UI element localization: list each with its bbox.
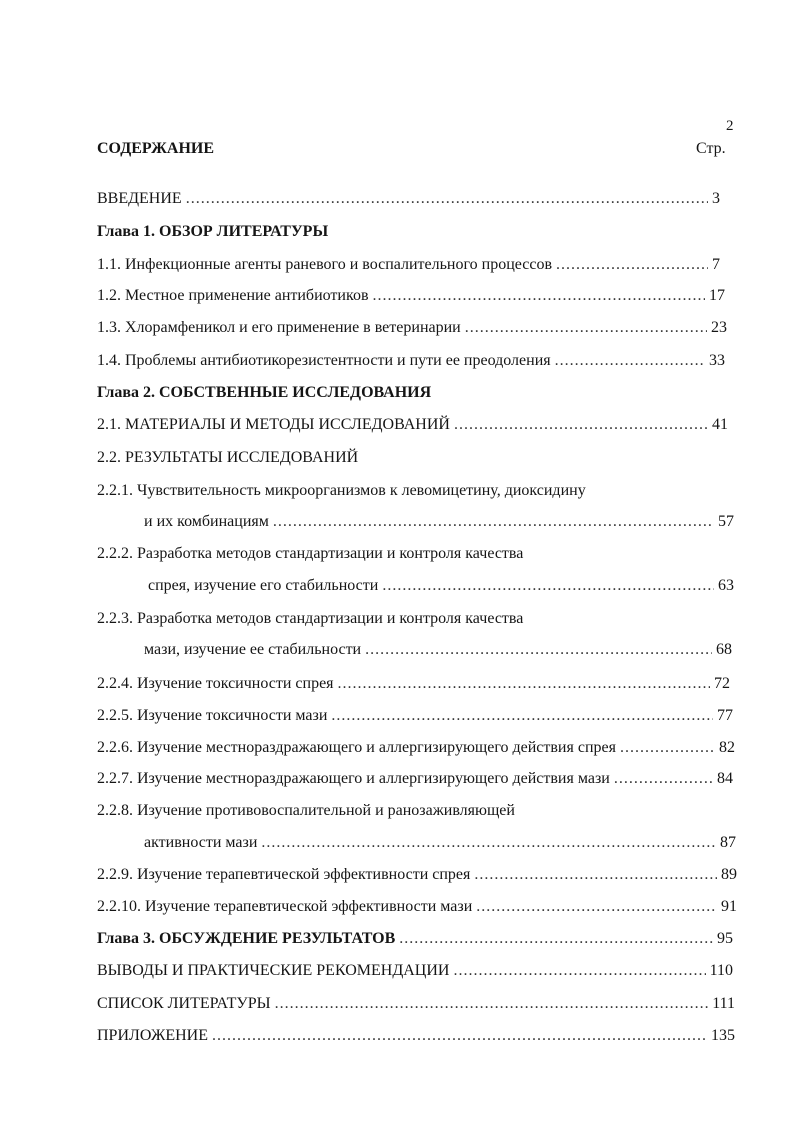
toc-entry-page: 3: [712, 190, 720, 207]
toc-entry-text: 2.2.7. Изучение местнораздражающего и аллергизирующего действия мази: [97, 770, 610, 787]
toc-entry-text: активности мази: [144, 834, 258, 851]
page-title: СОДЕРЖАНИЕ: [97, 140, 215, 157]
toc-entry-page: 7: [712, 256, 720, 273]
toc-entry-page: 89: [721, 866, 737, 883]
toc-entry-appendix: [97, 1027, 735, 1045]
dot-leader: [373, 287, 706, 305]
toc-entry-page: 111: [712, 995, 735, 1012]
toc-entry-page: 77: [717, 707, 733, 724]
toc-entry-text: 2.2.4. Изучение токсичности спрея: [97, 675, 334, 692]
toc-entry-text: 2.2.10. Изучение терапевтической эффективности мази: [97, 898, 473, 915]
toc-entry-page: 41: [712, 416, 728, 433]
dot-leader: [399, 930, 713, 948]
toc-entry-page: 68: [716, 641, 732, 658]
dot-leader: [331, 707, 713, 725]
toc-entry-1-4: [97, 352, 725, 370]
toc-entry-intro: [97, 190, 720, 208]
toc-entry-1-3: [97, 319, 727, 337]
toc-entry-text: 2.2.5. Изучение токсичности мази: [97, 707, 328, 724]
toc-entry-page: 84: [717, 770, 733, 787]
toc-entry-text: ВВЕДЕНИЕ: [97, 190, 182, 207]
dot-leader: [614, 770, 713, 788]
toc-entry-2-2-1-line1: 2.2.1. Чувствительность микроорганизмов к левомицетину, диоксидину: [97, 482, 586, 499]
toc-entry-page: 110: [709, 962, 733, 979]
toc-entry-text: 1.2. Местное применение антибиотиков: [97, 287, 369, 304]
dot-leader: [273, 513, 714, 531]
toc-entry-page: 87: [720, 834, 736, 851]
toc-entry-text: 2.2.6. Изучение местнораздражающего и аллергизирующего действия спрея: [97, 739, 616, 756]
toc-entry-2-2-3-line1: 2.2.3. Разработка методов стандартизации и контроля качества: [97, 610, 524, 627]
toc-entry-2-2-7: [97, 770, 733, 788]
toc-entry-2-2-6: [97, 739, 735, 757]
toc-entry-2-2-9: [97, 866, 737, 884]
toc-entry-page: 95: [717, 930, 733, 947]
chapter-heading-2: Глава 2. СОБСТВЕННЫЕ ИССЛЕДОВАНИЯ: [97, 384, 432, 401]
toc-entry-page: 91: [721, 898, 737, 915]
toc-entry-1-1: [97, 256, 720, 274]
toc-entry-text: спрея, изучение его стабильности: [148, 577, 379, 594]
toc-entry-2-2-5: [97, 707, 733, 725]
toc-entry-page: 82: [719, 739, 735, 756]
dot-leader: [465, 319, 707, 337]
toc-entry-chapter-3: [97, 930, 733, 948]
toc-entry-text: СПИСОК ЛИТЕРАТУРЫ: [97, 995, 271, 1012]
dot-leader: [453, 962, 705, 980]
toc-entry-page: 135: [711, 1027, 735, 1044]
toc-entry-2-2-2-line1: 2.2.2. Разработка методов стандартизации и контроля качества: [97, 545, 524, 562]
toc-entry-2-2-4: [97, 675, 730, 693]
toc-entry-2-1: [97, 416, 728, 434]
toc-entry-page: 63: [718, 577, 734, 594]
dot-leader: [275, 995, 709, 1013]
toc-entry-2-2-8-line1: 2.2.8. Изучение противовоспалительной и ранозаживляющей: [97, 802, 515, 819]
chapter-heading-1: Глава 1. ОБЗОР ЛИТЕРАТУРЫ: [97, 223, 329, 240]
toc-entry-page: 72: [714, 675, 730, 692]
toc-entry-text: и их комбинациям: [144, 513, 269, 530]
dot-leader: [474, 866, 717, 884]
toc-entry-text: ВЫВОДЫ И ПРАКТИЧЕСКИЕ РЕКОМЕНДАЦИИ: [97, 962, 450, 979]
toc-entry-conclusions: [97, 962, 733, 980]
toc-entry-references: [97, 995, 735, 1013]
toc-entry-2-2-1: [144, 513, 734, 531]
dot-leader: [338, 675, 710, 693]
toc-entry-text: 1.1. Инфекционные агенты раневого и воспалительного процессов: [97, 256, 553, 273]
dot-leader: [365, 641, 712, 659]
dot-leader: [186, 190, 708, 208]
dot-leader: [556, 256, 708, 274]
toc-entry-text: ПРИЛОЖЕНИЕ: [97, 1027, 209, 1044]
toc-entry-2-2-10: [97, 898, 737, 916]
toc-entry-2-2-8: [144, 834, 736, 852]
page-column-label: Стр.: [696, 140, 726, 157]
dot-leader: [212, 1027, 707, 1045]
dot-leader: [261, 834, 716, 852]
toc-entry-1-2: [97, 287, 725, 305]
toc-entry-2-2-3: [144, 641, 732, 659]
toc-entry-page: 57: [718, 513, 734, 530]
dot-leader: [555, 352, 705, 370]
dot-leader: [620, 739, 715, 757]
toc-entry-2-2: 2.2. РЕЗУЛЬТАТЫ ИССЛЕДОВАНИЙ: [97, 449, 359, 466]
toc-entry-text: 1.4. Проблемы антибиотикорезистентности и пути ее преодоления: [97, 352, 551, 369]
toc-entry-text: 1.3. Хлорамфеникол и его применение в ветеринарии: [97, 319, 461, 336]
toc-entry-page: 17: [709, 287, 725, 304]
toc-entry-text: 2.2.9. Изучение терапевтической эффективности спрея: [97, 866, 471, 883]
toc-entry-page: 23: [711, 319, 727, 336]
dot-leader: [476, 898, 717, 916]
page-number: 2: [726, 118, 734, 134]
toc-entry-2-2-2: [148, 577, 734, 595]
toc-entry-page: 33: [709, 352, 725, 369]
dot-leader: [454, 416, 708, 434]
toc-entry-text: мази, изучение ее стабильности: [144, 641, 362, 658]
toc-entry-text: Глава 3. ОБСУЖДЕНИЕ РЕЗУЛЬТАТОВ: [97, 930, 396, 947]
dot-leader: [382, 577, 714, 595]
toc-entry-text: 2.1. МАТЕРИАЛЫ И МЕТОДЫ ИССЛЕДОВАНИЙ: [97, 416, 450, 433]
